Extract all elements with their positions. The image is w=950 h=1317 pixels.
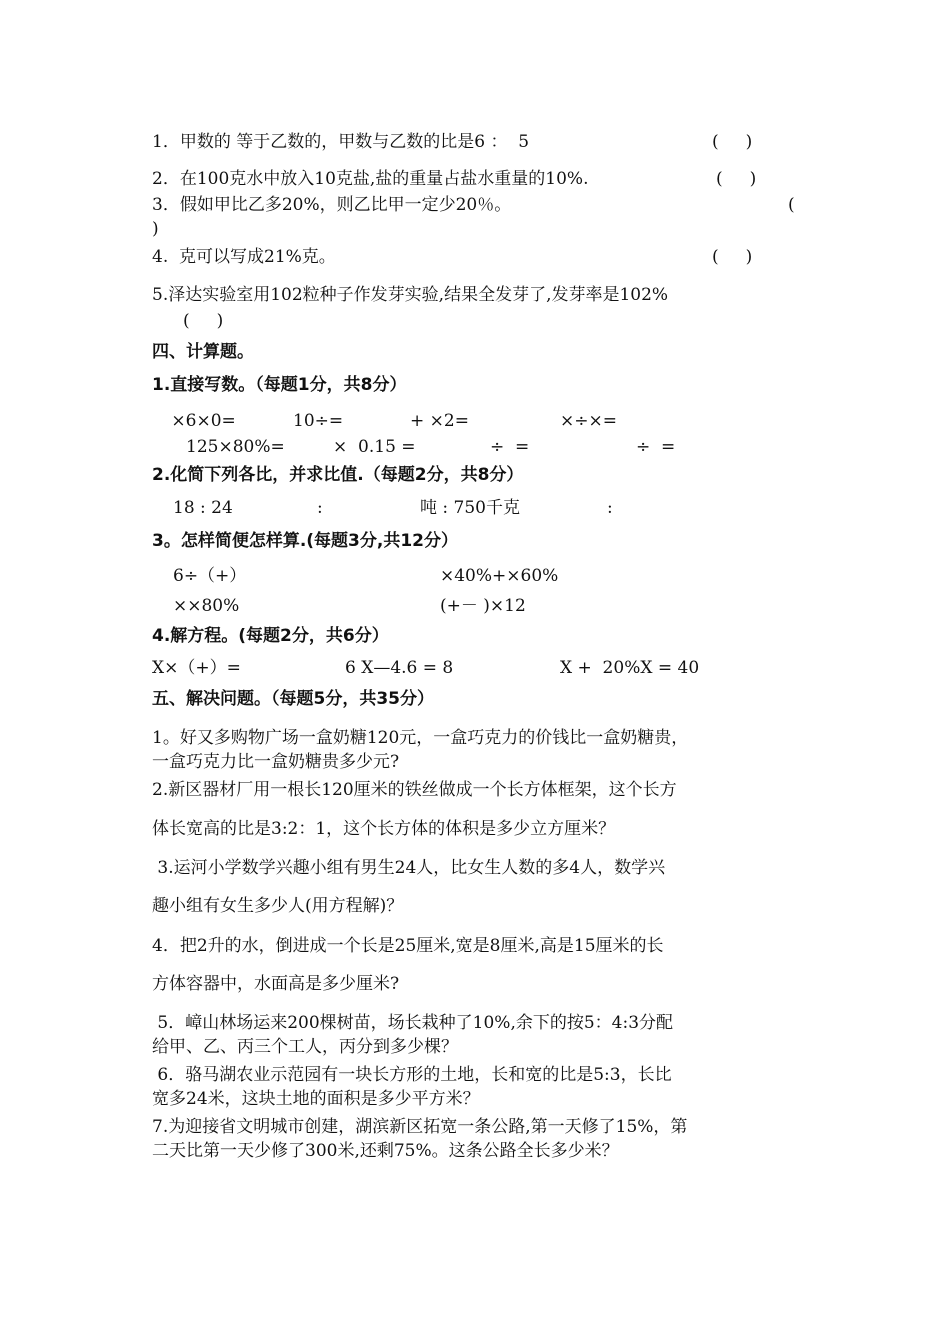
part4-item: X + 20%X = 40 [560,658,700,678]
section4-part1-title: 1.直接写数。（每题1分，共8分） [152,375,407,395]
part1-item: ×6×0= [166,411,236,431]
part3-item: (+－ )×12 [440,596,526,616]
judge-q4-answer-blank: ( ) [712,247,753,267]
section4-title: 四、计算题。 [152,342,254,362]
problem-3-line1: 3.运河小学数学兴趣小组有男生24人，比女生人数的多4人，数学兴 [152,858,666,878]
part4-item: X×（+）= [152,658,241,678]
part1-item: ×÷×= [560,411,617,431]
part2-item: : [607,498,613,518]
problem-3-line2: 趣小组有女生多少人(用方程解)？ [152,896,404,916]
problem-6-line2: 宽多24米，这块土地的面积是多少平方米？ [152,1089,480,1109]
judge-q1-answer-blank: ( ) [712,132,753,152]
judge-q3-paren-open: ( [788,195,795,215]
part2-item: 吨 : 750千克 [420,498,520,518]
problem-1-line1: 1。好又多购物广场一盒奶糖120元，一盒巧克力的价钱比一盒奶糖贵， [152,728,689,748]
judge-q5-answer-blank: ( ) [183,311,224,331]
problem-4-line2: 方体容器中，水面高是多少厘米? [152,974,400,994]
judge-q5: 5.泽达实验室用102粒种子作发芽实验,结果全发芽了,发芽率是102% [152,285,669,305]
part1-item: + ×2= [410,411,469,431]
problem-1-line2: 一盒巧克力比一盒奶糖贵多少元? [152,752,400,772]
problem-4-line1: 4．把2升的水，倒进成一个长是25厘米,宽是8厘米,高是15厘米的长 [152,936,664,956]
section5-title: 五、解决问题。（每题5分，共35分） [152,689,434,709]
problem-2-line1: 2.新区器材厂用一根长120厘米的铁丝做成一个长方体框架，这个长方 [152,780,677,800]
part3-item: ××80% [173,596,240,616]
part1-item: ÷ = [490,437,530,457]
judge-q3-paren-close: ) [152,219,159,239]
judge-q1: 1．甲数的 等于乙数的，甲数与乙数的比是6 ： 5 [152,132,530,152]
part3-item: 6÷（+） [173,566,247,586]
judge-q4: 4. 克可以写成21%克。 [152,247,336,267]
part1-item: × 0.15 = [333,437,416,457]
judge-q2-answer-blank: ( ) [716,169,757,189]
problem-5-line1: 5．嶂山林场运来200棵树苗，场长栽种了10%,余下的按5：4:3分配 [152,1013,674,1033]
problem-2-line2: 体长宽高的比是3:2：1，这个长方体的体积是多少立方厘米？ [152,819,616,839]
problem-7-line2: 二天比第一天少修了300米,还剩75%。这条公路全长多少米？ [152,1141,619,1161]
part3-item: ×40%+×60% [440,566,559,586]
part1-item: 10÷= [293,411,344,431]
section4-part4-title: 4.解方程。(每题2分，共6分） [152,626,389,646]
judge-q3: 3．假如甲比乙多20%，则乙比甲一定少20％。 [152,195,512,215]
problem-5-line2: 给甲、乙、丙三个工人，丙分到多少棵？ [152,1037,458,1057]
problem-7-line1: 7.为迎接省文明城市创建，湖滨新区拓宽一条公路,第一天修了15%，第 [152,1117,688,1137]
part2-item: : [317,498,323,518]
section4-part2-title: 2.化简下列各比，并求比值.（每题2分，共8分） [152,465,524,485]
section4-part3-title: 3。怎样简便怎样算.(每题3分,共12分） [152,531,458,551]
part2-item: 18 : 24 [173,498,233,518]
judge-q2: 2．在100克水中放入10克盐,盐的重量占盐水重量的10%. [152,169,589,189]
part1-item: ÷ = [636,437,676,457]
part4-item: 6 X—4.6 = 8 [345,658,454,678]
problem-6-line1: 6．骆马湖农业示范园有一块长方形的土地，长和宽的比是5:3，长比 [152,1065,672,1085]
part1-item: 125×80%= [186,437,285,457]
